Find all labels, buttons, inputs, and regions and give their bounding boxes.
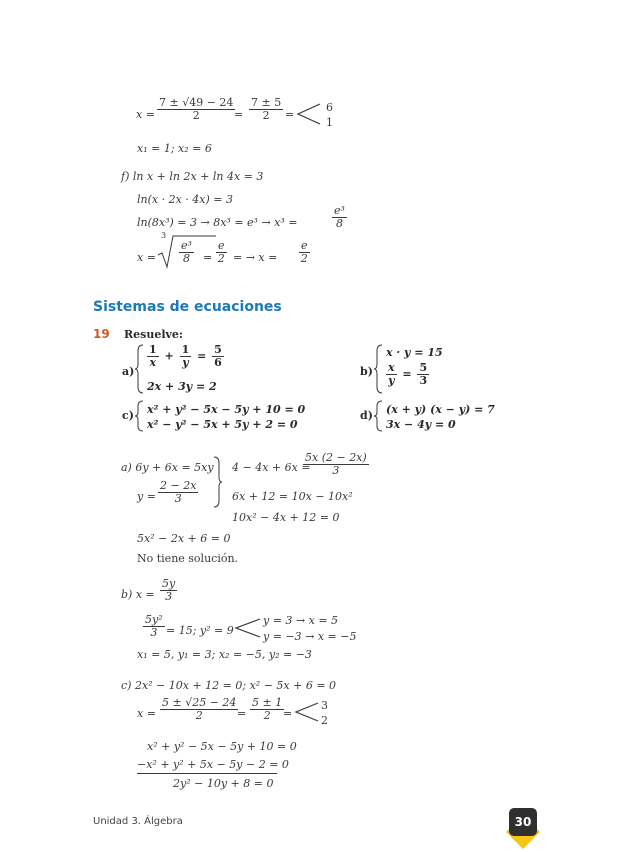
eq1-equals: = — [234, 108, 244, 121]
sol-a-right-1-num: 5x (2 − 2x) — [305, 451, 367, 464]
sol-c-num-1: 5 ± √25 − 24 — [162, 696, 237, 709]
eq1-numerator: 7 ± √49 − 24 — [159, 96, 234, 109]
system-b-eq-2 — [384, 362, 431, 387]
sol-b-line-2-den: 3 — [150, 626, 158, 639]
system-b-n2: 5 — [419, 361, 428, 374]
part-f-line-4-num: e³ — [181, 239, 192, 252]
branch-icon-c — [294, 701, 320, 723]
system-b-eq: = — [402, 367, 412, 381]
part-f-line-4-frac-2 — [214, 240, 229, 265]
sol-a-y: y = — [137, 490, 156, 503]
eq1-numerator-2: 7 ± 5 — [251, 96, 282, 109]
part-f-line-4-den: 8 — [182, 252, 190, 265]
sol-b-line-1-num: 5y — [162, 577, 176, 590]
system-a-n1: 1 — [149, 343, 157, 356]
system-a-d1: x — [149, 356, 157, 369]
cube-root-index: 3 — [161, 231, 167, 240]
sol-a-y-den: 3 — [174, 492, 182, 505]
sol-b-line-1-frac — [158, 578, 179, 603]
sol-b-line-1: b) x = — [121, 588, 155, 601]
eq1-solution: x₁ = 1; x₂ = 6 — [137, 142, 212, 155]
system-d-label: d) — [360, 409, 373, 422]
eq1-denominator: 2 — [192, 109, 200, 122]
part-f-line-4-x: x = — [137, 251, 156, 264]
sol-c-line-1: c) 2x² − 10x + 12 = 0; x² − 5x + 6 = 0 — [121, 679, 337, 692]
system-a-d2: y — [182, 356, 189, 369]
system-a-label: a) — [122, 365, 135, 378]
sol-c-sum-2: −x² + y² + 5x − 5y − 2 = 0 — [137, 758, 289, 771]
page-number: 30 — [509, 808, 537, 836]
sol-a-right-1: 4 − 4x + 6x = — [232, 461, 311, 474]
sol-c-root-2: 2 — [321, 714, 328, 727]
eq1-equals-2: = — [285, 108, 295, 121]
system-c-eq-2: x² − y² − 5x + 5y + 2 = 0 — [147, 418, 298, 431]
system-a-plus: + — [164, 349, 174, 363]
brace-c-icon — [135, 400, 145, 432]
section-title: Sistemas de ecuaciones — [93, 299, 282, 315]
sol-b-line-2-num: 5y² — [145, 613, 163, 626]
sol-b-branch-1: y = 3 → x = 5 — [263, 614, 339, 627]
eq1-root-2: 1 — [326, 116, 333, 129]
sol-a-right-3: 10x² − 4x + 12 = 0 — [232, 511, 340, 524]
system-d-eq-2: 3x − 4y = 0 — [386, 418, 456, 431]
exercise-number: 19 — [93, 327, 110, 341]
brace-d-icon — [374, 400, 384, 432]
eq1-fraction-2 — [247, 97, 285, 122]
eq1-fraction — [155, 97, 237, 122]
sol-c-eq: = — [237, 707, 247, 720]
sol-c-den-2: 2 — [263, 709, 271, 722]
sol-c-frac-1 — [158, 697, 240, 722]
sum-divider — [137, 773, 277, 774]
sol-a-right-2: 6x + 12 = 10x − 10x² — [232, 490, 353, 503]
system-a-n3: 5 — [214, 343, 222, 356]
part-f-line-3-num: e³ — [334, 204, 345, 217]
sol-a-y-num: 2 − 2x — [160, 479, 197, 492]
system-b-eq-1: x · y = 15 — [386, 346, 443, 359]
part-f-line-4-num-3: e — [301, 239, 308, 252]
sol-c-x: x = — [137, 707, 156, 720]
system-a-eq-1 — [145, 344, 226, 369]
system-b-n: x — [388, 361, 395, 374]
part-f-line-1: f) ln x + ln 2x + ln 4x = 3 — [121, 170, 264, 183]
brace-b-icon — [374, 344, 384, 394]
system-d-eq-1: (x + y) (x − y) = 7 — [386, 403, 495, 416]
part-f-line-4-frac-3 — [297, 240, 312, 265]
sol-b-branch-2: y = −3 → x = −5 — [263, 630, 357, 643]
part-f-line-2: ln(x · 2x · 4x) = 3 — [137, 193, 233, 206]
sol-a-conclusion: No tiene solución. — [137, 552, 239, 565]
part-f-line-4-den-2: 2 — [217, 252, 225, 265]
system-b-label: b) — [360, 365, 373, 378]
system-c-eq-1: x² + y² − 5x − 5y + 10 = 0 — [147, 403, 306, 416]
eq1-x: x = — [136, 108, 155, 121]
sol-a-y-frac — [156, 480, 200, 505]
branch-icon-b — [234, 617, 262, 639]
sol-c-sum-1: x² + y² − 5x − 5y + 10 = 0 — [147, 740, 297, 753]
sol-a-line-4: 5x² − 2x + 6 = 0 — [137, 532, 231, 545]
system-a-n2: 1 — [181, 343, 190, 356]
system-a-d3: 6 — [214, 356, 222, 369]
sol-c-den-1: 2 — [195, 709, 203, 722]
sol-b-line-1-den: 3 — [165, 590, 173, 603]
part-f-line-4-num-2: e — [218, 239, 225, 252]
system-b-d2: 3 — [419, 374, 428, 387]
part-f-line-3: ln(8x³) = 3 → 8x³ = e³ → x³ = — [137, 216, 298, 229]
sol-b-line-2-frac — [141, 614, 167, 639]
sol-c-sum-3: 2y² − 10y + 8 = 0 — [173, 777, 274, 790]
sol-c-root-1: 3 — [321, 699, 328, 712]
system-c-label: c) — [122, 409, 134, 422]
brace-a-icon — [135, 344, 145, 394]
part-f-line-4-frac — [177, 240, 196, 265]
sol-b-line-2: = 15; y² = 9 — [166, 624, 234, 637]
eq1-denominator-2: 2 — [262, 109, 270, 122]
footer-unit: Unidad 3. Álgebra — [93, 816, 183, 827]
sol-a-line-1: a) 6y + 6x = 5xy — [121, 461, 214, 474]
sol-a-right-1-frac — [301, 452, 371, 477]
right-brace-icon — [213, 456, 223, 508]
eq1-root-1: 6 — [326, 101, 333, 114]
part-f-line-3-frac — [330, 205, 349, 230]
sol-c-num-2: 5 ± 1 — [252, 696, 283, 709]
sol-c-eq-2: = — [283, 707, 293, 720]
system-a-eq: = — [197, 349, 207, 363]
exercise-label: Resuelve: — [124, 328, 183, 341]
system-a-eq-2: 2x + 3y = 2 — [147, 380, 217, 393]
sol-c-frac-2 — [248, 697, 286, 722]
branch-icon — [296, 102, 322, 126]
system-b-d: y — [388, 374, 395, 387]
sol-a-right-1-den: 3 — [332, 464, 340, 477]
part-f-line-4-eq: = — [203, 251, 213, 264]
part-f-line-3-den: 8 — [335, 217, 343, 230]
sol-b-line-3: x₁ = 5, y₁ = 3; x₂ = −5, y₂ = −3 — [137, 648, 312, 661]
part-f-line-4-den-3: 2 — [300, 252, 308, 265]
part-f-line-4-arrow: = → x = — [233, 251, 278, 264]
